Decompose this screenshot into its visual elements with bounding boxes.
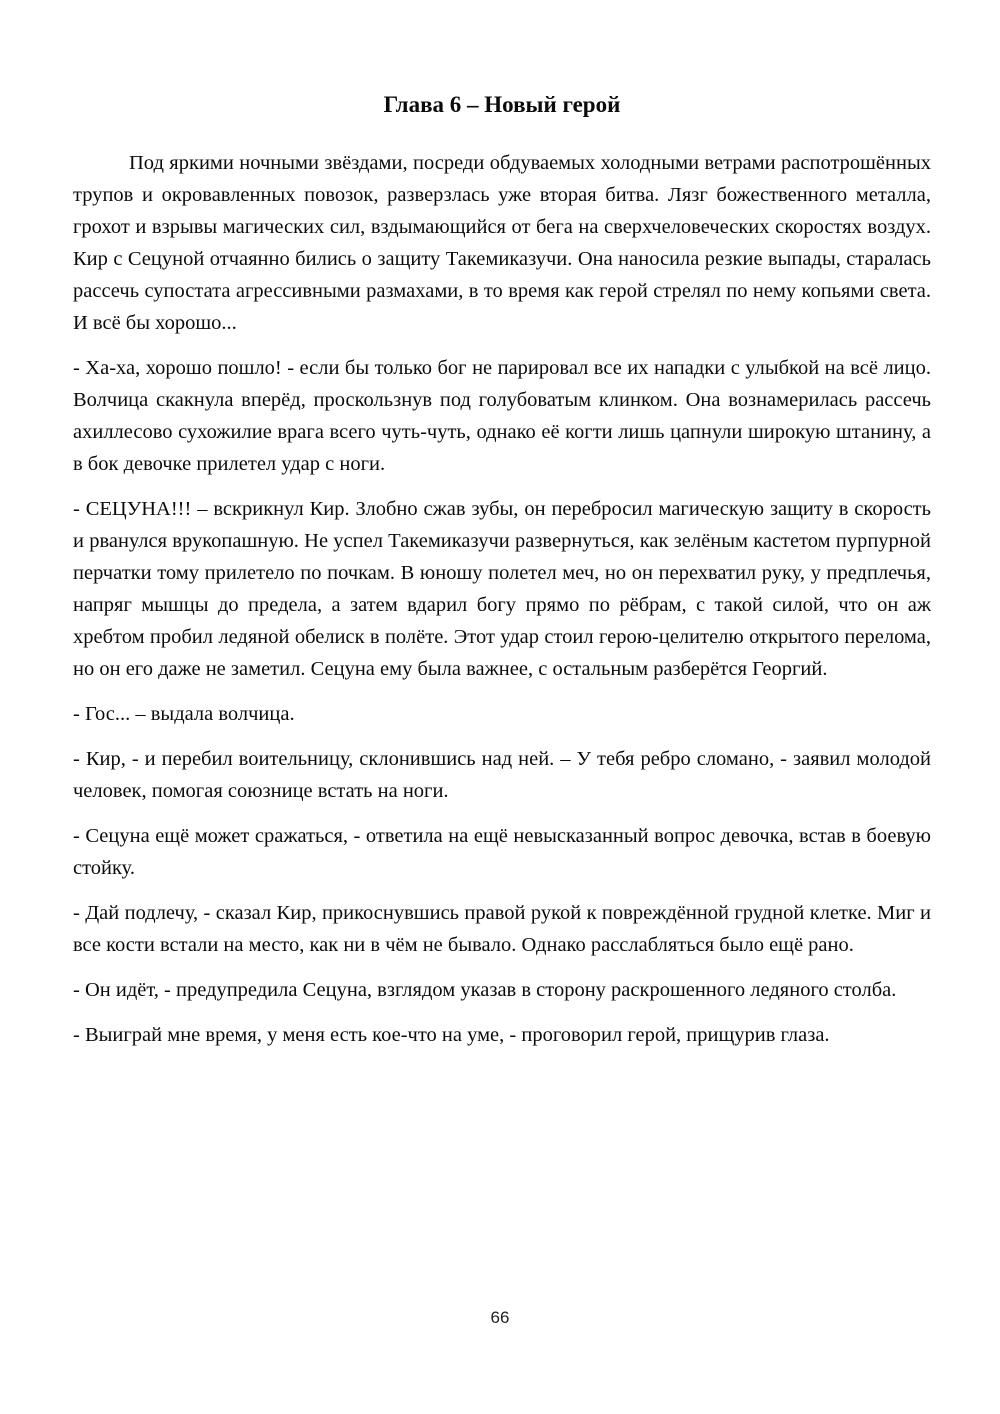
paragraph: - Ха-ха, хорошо пошло! - если бы только бог не парировал все их нападки с улыбкой на всё лицо. Волчица скакнула вперёд, проскользнув под голубоватым клинком. Она вознамерилась рассечь ахиллесово сухожилие врага всего чуть-чуть, однако её когти лишь цапнули широкую штанину, а в бок девочке прилетел удар с ноги. bbox=[73, 356, 931, 475]
paragraph: - Кир, - и перебил воительницу, склонившись над ней. – У тебя ребро сломано, - заявил молодой человек, помогая союзнице встать на ноги. bbox=[73, 747, 931, 802]
page-content bbox=[73, 90, 931, 1064]
paragraph: - Гос... – выдала волчица. bbox=[73, 702, 295, 725]
paragraph: - Выиграй мне время, у меня есть кое-что на уме, - проговорил герой, прищурив глаза. bbox=[73, 1023, 830, 1046]
paragraph: - Он идёт, - предупредила Сецуна, взглядом указав в сторону раскрошенного ледяного столба. bbox=[73, 978, 897, 1001]
paragraph: - Дай подлечу, - сказал Кир, прикоснувшись правой рукой к повреждённой грудной клетке. Миг и все кости встали на место, как ни в чём не бывало. Однако расслабляться было ещё рано. bbox=[73, 901, 931, 956]
paragraph: - Сецуна ещё может сражаться, - ответила на ещё невысказанный вопрос девочка, встав в боевую стойку. bbox=[73, 824, 931, 879]
paragraph: - СЕЦУНА!!! – вскрикнул Кир. Злобно сжав зубы, он перебросил магическую защиту в скорость и рванулся врукопашную. Не успел Такемиказучи развернуться, как зелёным кастетом пурпурной перчатки тому прилетело по почкам. В юношу полетел меч, но он перехватил руку, у предплечья, напряг мышцы до предела, а затем вдарил богу прямо по рёбрам, с такой силой, что он аж хребтом пробил ледяной обелиск в полёте. Этот удар стоил герою-целителю открытого перелома, но он его даже не заметил. Сецуна ему была важнее, с остальным разберётся Георгий. bbox=[73, 497, 931, 680]
chapter-title: Глава 6 – Новый герой bbox=[383, 92, 621, 117]
paragraph: Под яркими ночными звёздами, посреди обдуваемых холодными ветрами распотрошённых трупов и окровавленных повозок, разверзлась уже вторая битва. Лязг божественного металла, грохот и взрывы магических сил, вздымающийся от бега на сверхчеловеческих скоростях воздух. Кир с Сецуной отчаянно бились о защиту Такемиказучи. Она наносила резкие выпады, старалась рассечь супостата агрессивными размахами, в то время как герой стрелял по нему копьями света. И всё бы хорошо... bbox=[73, 151, 931, 334]
page-number: 66 bbox=[490, 1308, 510, 1327]
